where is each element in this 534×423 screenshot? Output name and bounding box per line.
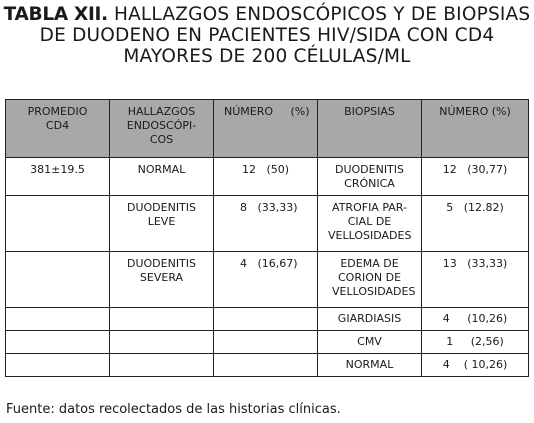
data-table — [5, 99, 529, 377]
title-text-1: HALLAZGOS ENDOSCÓPICOS Y DE BIOPSIAS — [107, 4, 531, 25]
table-row — [6, 331, 529, 354]
header-numero: NÚMERO (%) — [214, 100, 318, 158]
header-biopsias: BIOPSIAS — [318, 100, 422, 158]
cell-numero-pct: 4 ( 10,26) — [422, 354, 529, 377]
cell-biopsia: GIARDIASIS — [318, 308, 422, 331]
table-row — [6, 354, 529, 377]
cell-hallazgo: DUODENITIS LEVE — [110, 196, 214, 252]
table-title — [0, 4, 534, 67]
cell-cd4: 381±19.5 — [6, 158, 110, 196]
table-row — [6, 196, 529, 252]
cell-numero: 12 (50) — [214, 158, 318, 196]
cell-biopsia: ATROFIA PAR-CIAL DE VELLOSIDADES — [318, 196, 422, 252]
header-hallazgos: HALLAZGOS ENDOSCÓPI-COS — [110, 100, 214, 158]
cell-hallazgo: NORMAL — [110, 158, 214, 196]
cell-biopsia: EDEMA DE CORION DE VELLOSIDADES — [318, 252, 422, 308]
cell-numero-pct: 4 (10,26) — [422, 308, 529, 331]
title-line-1 — [0, 4, 534, 25]
header-promedio-cd4: PROMEDIO CD4 — [6, 100, 110, 158]
cell-hallazgo — [110, 331, 214, 354]
table-row — [6, 308, 529, 331]
cell-cd4 — [6, 331, 110, 354]
cell-cd4 — [6, 252, 110, 308]
cell-numero: 8 (33,33) — [214, 196, 318, 252]
cell-numero-pct: 12 (30,77) — [422, 158, 529, 196]
cell-biopsia: NORMAL — [318, 354, 422, 377]
cell-cd4 — [6, 308, 110, 331]
cell-hallazgo: DUODENITIS SEVERA — [110, 252, 214, 308]
header-row — [6, 100, 529, 158]
cell-cd4 — [6, 354, 110, 377]
cell-numero — [214, 331, 318, 354]
table-label: TABLA XII. — [3, 4, 108, 25]
table-row — [6, 252, 529, 308]
source-footnote: Fuente: datos recolectados de las historias clínicas. — [6, 402, 341, 417]
cell-numero: 4 (16,67) — [214, 252, 318, 308]
cell-numero-pct: 1 (2,56) — [422, 331, 529, 354]
cell-numero-pct: 13 (33,33) — [422, 252, 529, 308]
cell-hallazgo — [110, 354, 214, 377]
title-line-2: DE DUODENO EN PACIENTES HIV/SIDA CON CD4 — [39, 25, 495, 46]
header-numero-pct: NÚMERO (%) — [422, 100, 529, 158]
cell-numero-pct: 5 (12.82) — [422, 196, 529, 252]
cell-biopsia: DUODENITIS CRÓNICA — [318, 158, 422, 196]
cell-biopsia: CMV — [318, 331, 422, 354]
cell-hallazgo — [110, 308, 214, 331]
cell-numero — [214, 308, 318, 331]
cell-cd4 — [6, 196, 110, 252]
cell-numero — [214, 354, 318, 377]
title-line-3: MAYORES DE 200 CÉLULAS/ML — [123, 46, 411, 67]
table-row — [6, 158, 529, 196]
